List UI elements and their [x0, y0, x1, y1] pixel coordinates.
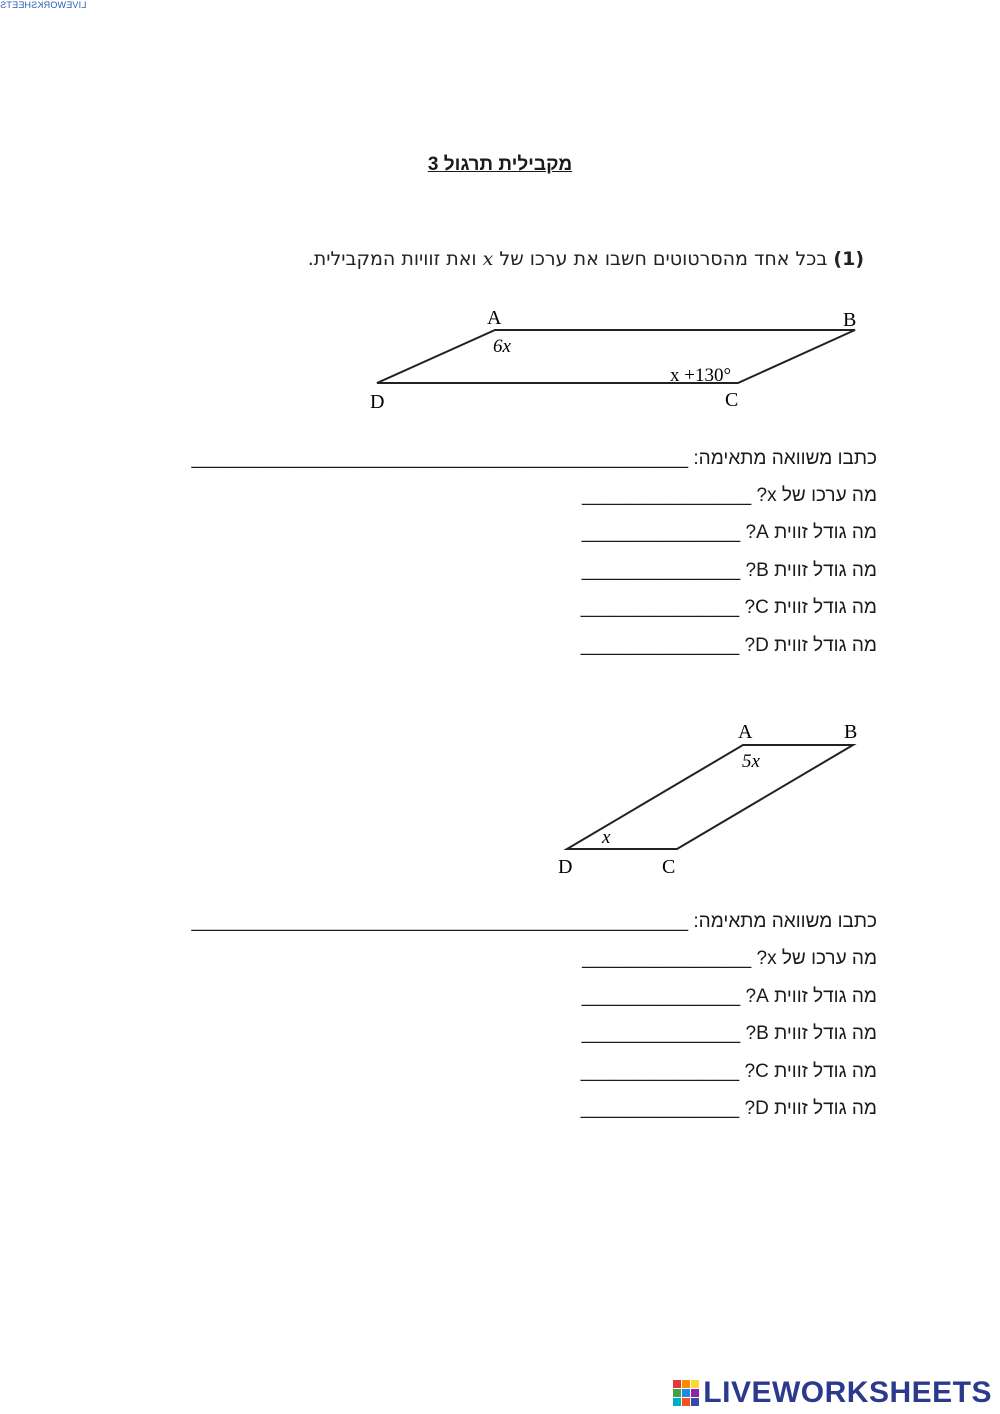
- logo-square: [691, 1389, 699, 1397]
- section2-angle-d-row: [581, 1098, 877, 1120]
- section1-angle-c-prompt: מה גודל זווית C?: [744, 597, 877, 618]
- logo-squares-icon: [673, 1380, 699, 1406]
- section2-x-row: [582, 948, 877, 970]
- section2-angle-d-prompt: מה גודל זווית D?: [744, 1098, 877, 1119]
- section2-angle-b-prompt: מה גודל זווית B?: [745, 1023, 877, 1044]
- logo-text: LIVEWORKSHEETS: [703, 1376, 992, 1409]
- section1-angle-a-blank[interactable]: _______________: [581, 522, 741, 543]
- logo-square: [673, 1389, 681, 1397]
- section1-angle-c-row: [581, 597, 877, 619]
- logo-square: [682, 1389, 690, 1397]
- section2-angle-a-blank[interactable]: _______________: [581, 986, 741, 1007]
- section1-angle-a-prompt: מה גודל זווית A?: [745, 522, 877, 543]
- corner-logo: LIVEWORKSHEETS: [0, 0, 87, 10]
- question-text-after: ואת זוויות המקבילית.: [307, 248, 477, 270]
- question-variable: x: [482, 248, 494, 270]
- section2-angle-b-row: [582, 1023, 877, 1045]
- question-text-before: בכל אחד מהסרטוטים חשבו את ערכו של: [499, 248, 828, 270]
- fig2-label-c: C: [662, 856, 676, 878]
- section1-angle-b-prompt: מה גודל זווית B?: [745, 560, 877, 581]
- section1-x-row: [582, 485, 877, 507]
- section2-angle-a-row: [582, 986, 877, 1008]
- logo-square: [691, 1398, 699, 1406]
- page-title: מקבילית תרגול 3: [427, 154, 573, 175]
- section2-angle-a-prompt: מה גודל זווית A?: [745, 986, 877, 1007]
- section1-angle-b-blank[interactable]: _______________: [581, 560, 741, 581]
- section2-equation-blank[interactable]: _______________________________________________: [191, 911, 689, 932]
- parallelogram-1-shape: [377, 330, 855, 383]
- section2-angle-b-blank[interactable]: _______________: [581, 1023, 741, 1044]
- fig2-angle-a: 5x: [742, 751, 760, 772]
- parallelogram-figure-2: [550, 715, 880, 880]
- fig1-angle-c: x +130°: [670, 365, 732, 386]
- section2-equation-prompt: כתבו משוואה מתאימה:: [693, 911, 877, 932]
- section1-angle-d-prompt: מה גודל זווית D?: [744, 635, 877, 656]
- section2-equation-row: [191, 911, 877, 933]
- logo-square: [673, 1398, 681, 1406]
- section1-equation-row: [191, 448, 877, 470]
- logo-square: [691, 1380, 699, 1388]
- fig1-label-a: A: [487, 307, 502, 329]
- section2-x-blank[interactable]: ________________: [582, 948, 752, 969]
- section2-angle-c-prompt: מה גודל זווית C?: [744, 1061, 877, 1082]
- fig2-label-d: D: [558, 856, 573, 878]
- fig1-label-d: D: [370, 391, 385, 413]
- liveworksheets-logo: [673, 1376, 992, 1410]
- logo-square: [673, 1380, 681, 1388]
- fig1-label-b: B: [843, 309, 857, 331]
- logo-square: [682, 1380, 690, 1388]
- section1-angle-b-row: [582, 560, 877, 582]
- question-1: [308, 248, 864, 270]
- section2-angle-c-row: [581, 1061, 877, 1083]
- parallelogram-figure-1: [360, 300, 880, 415]
- section1-angle-c-blank[interactable]: _______________: [580, 597, 740, 618]
- fig2-label-b: B: [844, 721, 858, 743]
- fig1-angle-a: 6x: [493, 336, 511, 357]
- section1-angle-a-row: [582, 522, 877, 544]
- section1-angle-d-blank[interactable]: _______________: [580, 635, 740, 656]
- fig1-label-c: C: [725, 389, 739, 411]
- section1-equation-prompt: כתבו משוואה מתאימה:: [693, 448, 877, 469]
- section1-x-blank[interactable]: ________________: [582, 485, 752, 506]
- logo-square: [682, 1398, 690, 1406]
- section1-angle-d-row: [581, 635, 877, 657]
- question-number: (1): [833, 248, 864, 270]
- section1-equation-blank[interactable]: _______________________________________________: [191, 448, 689, 469]
- section2-angle-d-blank[interactable]: _______________: [580, 1098, 740, 1119]
- fig2-label-a: A: [738, 721, 753, 743]
- section2-angle-c-blank[interactable]: _______________: [580, 1061, 740, 1082]
- section1-x-prompt: מה ערכו של x?: [756, 485, 877, 506]
- section2-x-prompt: מה ערכו של x?: [756, 948, 877, 969]
- fig2-angle-d: x: [602, 827, 611, 848]
